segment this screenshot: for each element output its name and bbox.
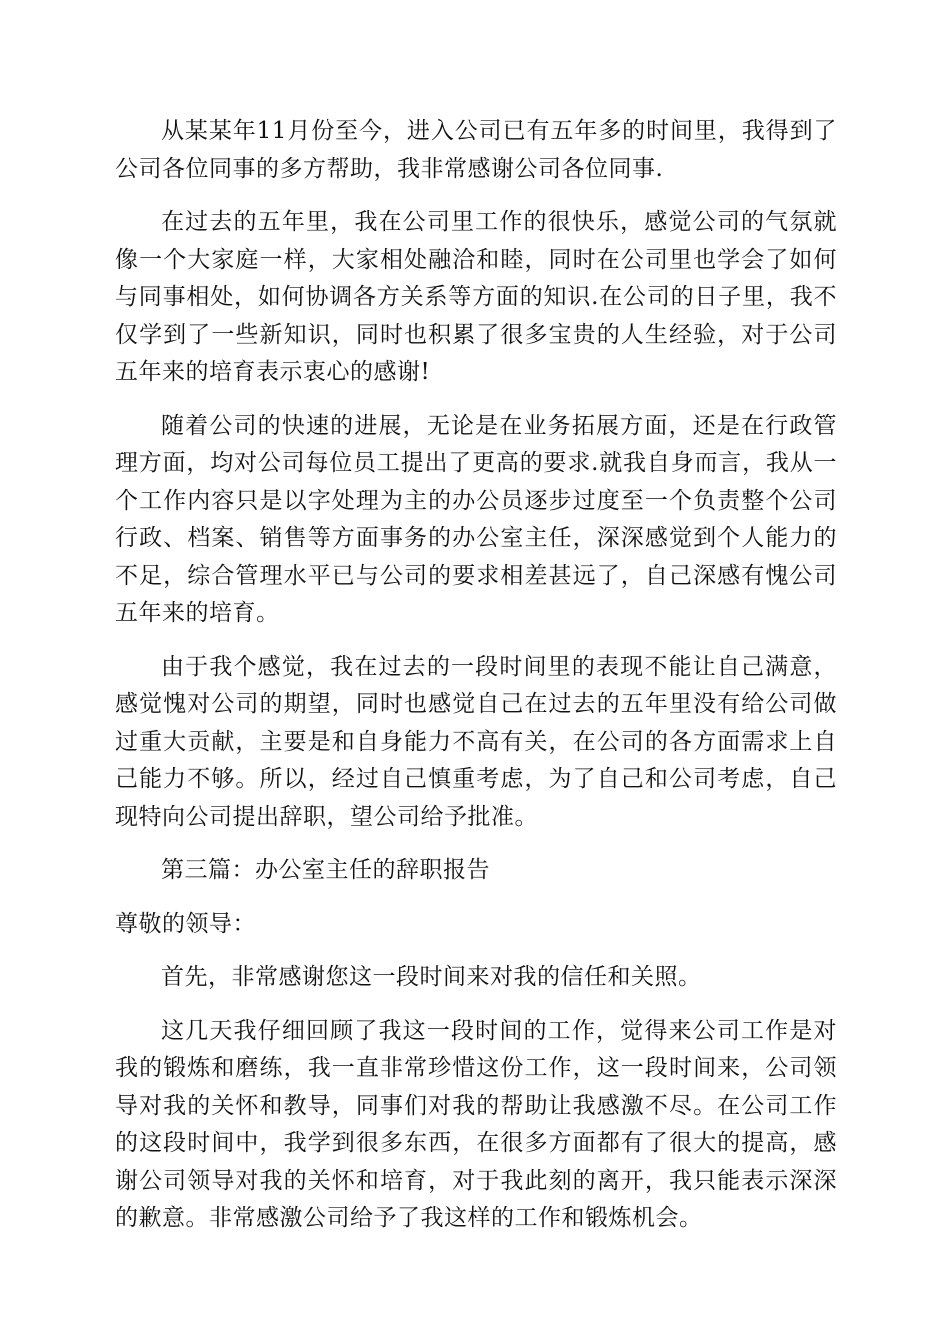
paragraph-2: 在过去的五年里，我在公司里工作的很快乐，感觉公司的气氛就像一个大家庭一样，大家相处融洽和睦，同时在公司里也学会了如何与同事相处，如何协调各方关系等方面的知识.在公司的日子里，我不仅学到了一些新知识，同时也积累了很多宝贵的人生经验，对于公司五年来的培育表示衷心的感谢! [115, 209, 837, 385]
paragraph-4: 由于我个感觉，我在过去的一段时间里的表现不能让自己满意，感觉愧对公司的期望，同时也感觉自己在过去的五年里没有给公司做过重大贡献，主要是和自身能力不高有关，在公司的各方面需求上自己能力不够。所以，经过自己慎重考虑，为了自己和公司考虑，自己现特向公司提出辞职，望公司给予批准。 [115, 653, 837, 830]
section-heading: 第三篇：办公室主任的辞职报告 [161, 857, 490, 883]
salutation: 尊敬的领导： [115, 910, 256, 937]
paragraph-6: 这几天我仔细回顾了我这一段时间的工作，觉得来公司工作是对我的锻炼和磨练，我一直非常珍惜这份工作，这一段时间来，公司领导对我的关怀和教导，同事们对我的帮助让我感激不尽。在公司工作的这段时间中，我学到很多东西，在很多方面都有了很大的提高，感谢公司领导对我的关怀和培育，对于我此刻的离开，我只能表示深深的歉意。非常感激公司给予了我这样的工作和锻炼机会。 [115, 1017, 837, 1231]
paragraph-3: 随着公司的快速的进展，无论是在业务拓展方面，还是在行政管理方面，均对公司每位员工提出了更高的要求.就我自身而言，我从一个工作内容只是以字处理为主的办公员逐步过度至一个负责整个公司行政、档案、销售等方面事务的办公室主任，深深感觉到个人能力的不足，综合管理水平已与公司的要求相差甚远了，自己深感有愧公司五年来的培育。 [115, 412, 837, 626]
paragraph-1: 从某某年11月份至今，进入公司已有五年多的时间里，我得到了公司各位同事的多方帮助，我非常感谢公司各位同事. [115, 118, 837, 182]
document-body [115, 113, 837, 1254]
paragraph-5: 首先，非常感谢您这一段时间来对我的信任和关照。 [161, 964, 702, 990]
